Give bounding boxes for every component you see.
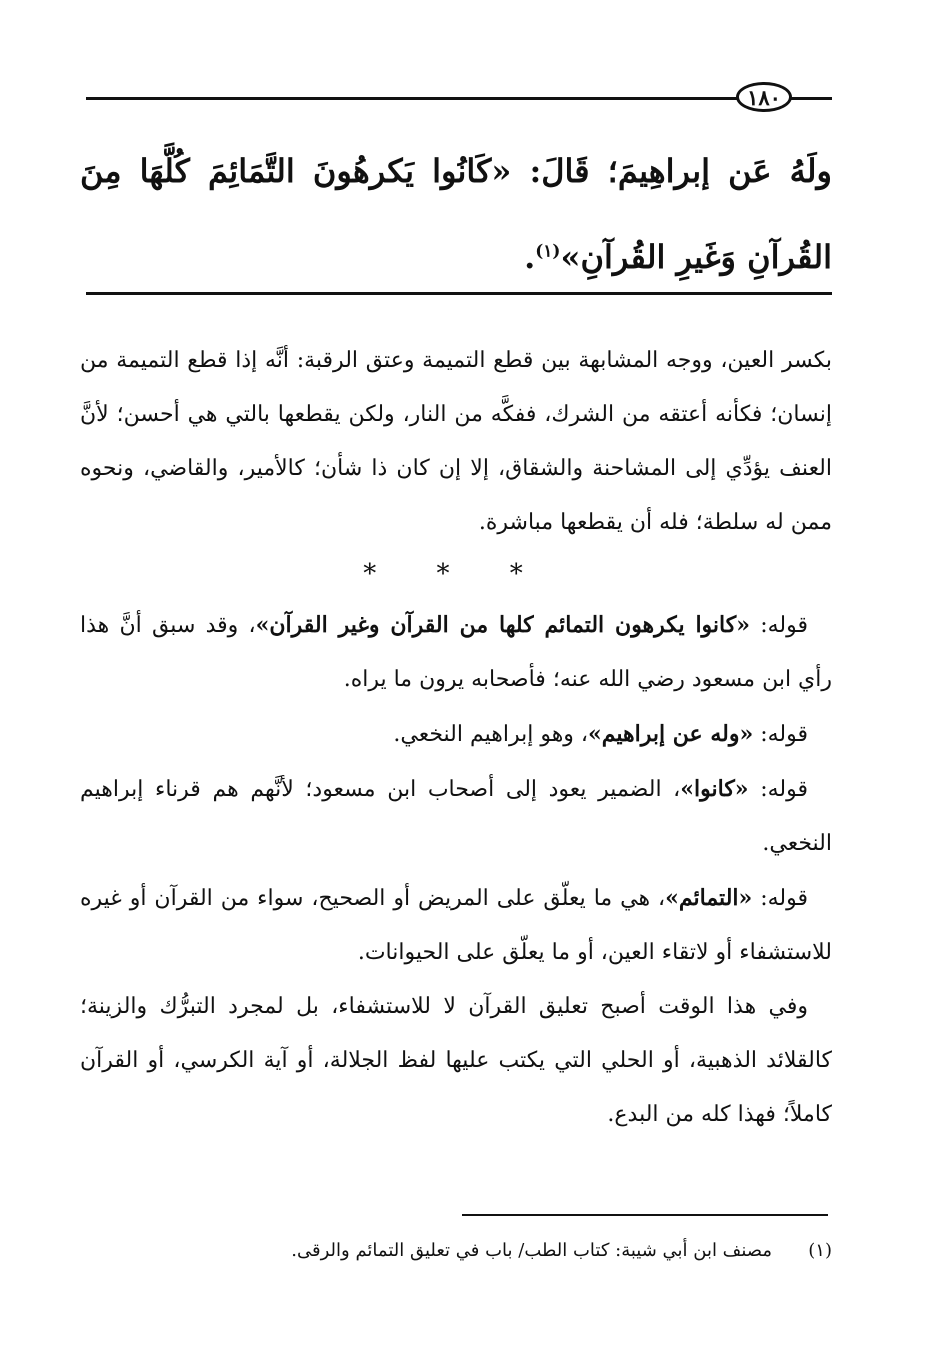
quoted-text: «كانوا يكرهون التمائم كلها من القرآن وغير القرآن» [255, 612, 750, 638]
commentary [80, 334, 832, 1142]
commentary-paragraph-6: وفي هذا الوقت أصبح تعليق القرآن لا للاستشفاء، بل لمجرد التبرُّك والزينة؛ كالقلائد الذهبية، أو الحلي التي يكتب عليها لفظ الجلالة، أو آية الكرسي، أو القرآن كاملاً؛ فهذا كله من البدع. [80, 994, 832, 1127]
footnote-text: مصنف ابن أبي شيبة: كتاب الطب/ باب في تعليق التمائم والرقى. [291, 1240, 772, 1261]
quote-label: قوله: [748, 777, 808, 802]
explanation-text: ، وقد سبق أنَّ هذا رأي ابن مسعود رضي الله عنه؛ فأصحابه يرون ما يراه. [80, 613, 832, 692]
commentary-paragraph-2 [80, 598, 832, 707]
header-rule-right [790, 97, 832, 100]
section-separator-stars: * * * [363, 559, 549, 589]
commentary-paragraph-4 [80, 762, 832, 871]
section-divider [86, 292, 832, 295]
quoted-text: «وله عن إبراهيم» [588, 721, 754, 747]
commentary-paragraph-1: بكسر العين، ووجه المشابهة بين قطع التميمة وعتق الرقبة: أنَّه إذا قطع التميمة من إنسان؛ فكأنه أعتقه من الشرك، ففكَّه من النار، ولكن يقطعها بالتي هي أحسن؛ لأنَّ العنف يؤدِّي إلى المشاحنة والشقاق، إلا إن كان ذا شأن؛ كالأمير، والقاضي، ونحوه ممن له سلطة؛ فله أن يقطعها مباشرة. [80, 348, 833, 535]
matn-end-mark: . [524, 238, 536, 276]
quoted-text: «التمائم» [665, 885, 753, 911]
header-rule-left [86, 97, 738, 100]
commentary-paragraph-3 [80, 707, 832, 762]
footnote [80, 1236, 832, 1266]
quote-label: قوله: [753, 722, 808, 747]
footnote-number: (١) [808, 1240, 832, 1261]
commentary-paragraph-5 [80, 871, 832, 980]
quote-label: قوله: [752, 886, 808, 911]
explanation-text: ، هي ما يعلّق على المريض أو الصحيح، سواء من القرآن أو غيره للاستشفاء أو لاتقاء العين، أو ما يعلّق على الحيوانات. [80, 886, 832, 965]
footnote-divider [462, 1214, 828, 1216]
quoted-text: «كانوا» [680, 776, 749, 802]
explanation-text: ، الضمير يعود إلى أصحاب ابن مسعود؛ لأنَّهم هم قرناء إبراهيم النخعي. [80, 777, 832, 856]
matn-body: ولَهُ عَن إبراهِيمَ؛ قَالَ: «كَانُوا يَكرهُونَ التَّمَائِمَ كُلَّهَا مِنَ القُرآنِ وَغَيرِ القُرآنِ» [80, 152, 832, 276]
quote-label: قوله: [749, 613, 808, 638]
explanation-text: ، وهو إبراهيم النخعي. [393, 722, 589, 747]
matn-text [80, 128, 832, 300]
footnote-reference: (١) [535, 241, 561, 262]
page-number: ١٨٠ [736, 82, 792, 112]
